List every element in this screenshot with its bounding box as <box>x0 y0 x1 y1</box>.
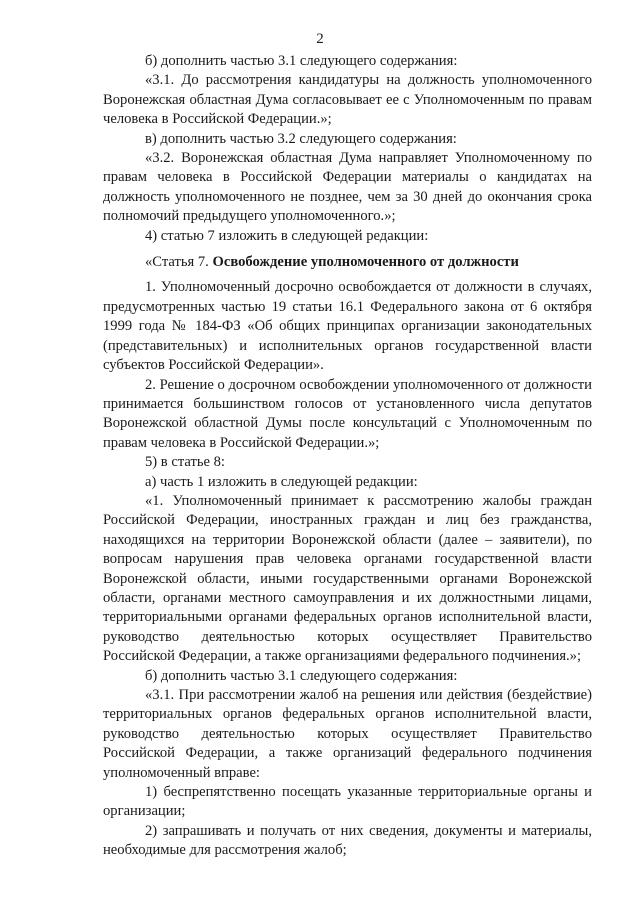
article-heading <box>103 253 592 272</box>
paragraph: а) часть 1 изложить в следующей редакции: <box>145 473 418 490</box>
paragraph: 1. Уполномоченный досрочно освобождается от должности в случаях, предусмотренных частью 19 статьи 16.1 Федерального закона от 6 октября 1999 года № 184-ФЗ «Об общих принципах организации законодательных (представительных) и исполнительных органов государственной власти субъектов Российской Федерации». <box>103 279 592 374</box>
paragraph: 4) статью 7 изложить в следующей редакции: <box>145 227 429 244</box>
paragraph: б) дополнить частью 3.1 следующего содержания: <box>145 667 458 684</box>
paragraph: б) дополнить частью 3.1 следующего содержания: <box>145 53 458 69</box>
paragraph: 2. Решение о досрочном освобождении уполномоченного от должности принимается большинством голосов от установленного числа депутатов Воронежской областной Думы после консультаций с Уполномоченным по правам человека в Российской Федерации.»; <box>103 376 592 451</box>
paragraph: 1) беспрепятственно посещать указанные территориальные органы и организации; <box>103 784 592 820</box>
document-body <box>103 52 592 861</box>
page-number: 2 <box>316 31 324 47</box>
paragraph: в) дополнить частью 3.2 следующего содержания: <box>145 130 457 147</box>
paragraph: 5) в статье 8: <box>145 454 225 471</box>
paragraph: 2) запрашивать и получать от них сведения, документы и материалы, необходимые для рассмотрения жалоб; <box>103 822 592 859</box>
paragraph: «3.2. Воронежская областная Дума направляет Уполномоченному по правам человека в Российской Федерации материалы о кандидатах на должность уполномоченного не позднее, чем за 30 дней до окончания срока полномочий предыдущего уполномоченного.»; <box>103 150 592 225</box>
paragraph: «3.1. При рассмотрении жалоб на решения или действия (бездействие) территориальных органов федеральных органов исполнительной власти, руководство деятельностью которых осуществляет Правительство Российской Федерации, а также организаций федерального подчинения уполномоченный вправе: <box>103 687 592 781</box>
article-heading-title: Освобождение уполномоченного от должности <box>212 254 519 271</box>
paragraph: «1. Уполномоченный принимает к рассмотрению жалобы граждан Российской Федерации, иностранных граждан и лиц без гражданства, находящихся на территории Воронежской области (далее – заявители), по вопросам нарушения прав человека органами государственной власти Воронежской области, иными государственными органами Воронежской области, органами местного самоуправления и их должностными лицами, территориальными органами федеральных органов исполнительной власти, руководство деятельностью которых осуществляет Правительство Российской Федерации, а также организациями федерального подчинения.»; <box>103 492 592 665</box>
article-heading-prefix: «Статья 7. <box>145 254 213 271</box>
paragraph: «3.1. До рассмотрения кандидатуры на должность уполномоченного Воронежская областная Дума согласовывает ее с Уполномоченным по правам человека в Российской Федерации.»; <box>103 72 592 128</box>
